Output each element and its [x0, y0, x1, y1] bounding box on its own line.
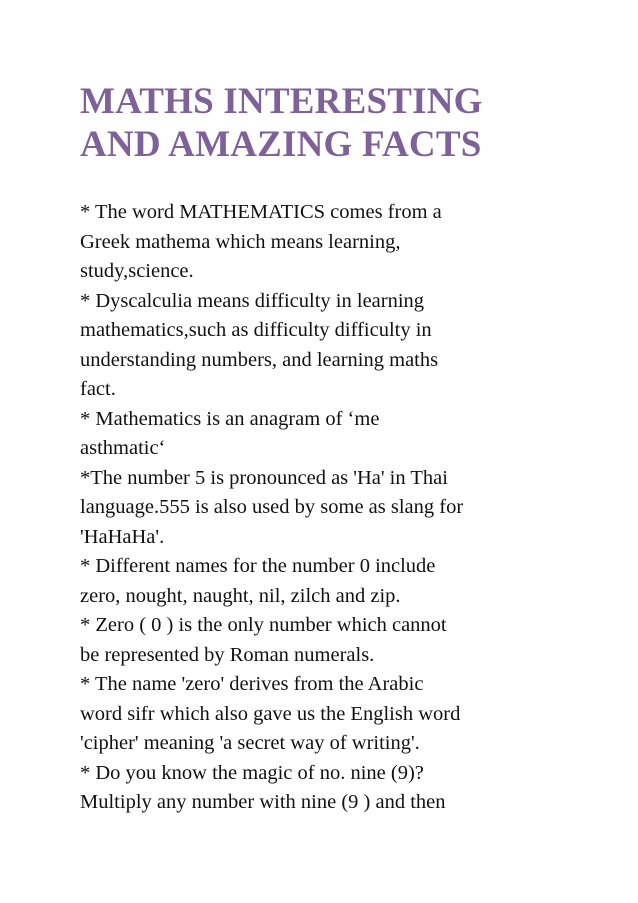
text-line: *The number 5 is pronounced as 'Ha' in Thai — [80, 466, 448, 489]
text-line: word sifr which also gave us the English word — [80, 702, 461, 725]
text-line: asthmatic‘ — [80, 437, 166, 459]
text-line: zero, nought, naught, nil, zilch and zip. — [80, 584, 401, 607]
text-line: language.555 is also used by some as slang for — [80, 496, 464, 518]
title-line-1: MATHS INTERESTING — [80, 81, 483, 122]
text-line: 'HaHaHa'. — [80, 525, 165, 548]
text-line: * The word MATHEMATICS comes from a — [80, 201, 442, 223]
text-line: mathematics,such as difficulty difficulty in — [80, 319, 432, 341]
text-line: be represented by Roman numerals. — [80, 643, 375, 666]
text-line: * The name 'zero' derives from the Arabic — [80, 673, 424, 695]
title-line-2: AND AMAZING FACTS — [80, 124, 482, 165]
text-line: * Mathematics is an anagram of ‘me — [80, 407, 380, 430]
text-line: study,science. — [80, 260, 194, 282]
page-title — [80, 80, 600, 166]
text-line: Multiply any number with nine (9 ) and then — [80, 791, 446, 813]
text-line: * Dyscalculia means difficulty in learning — [80, 289, 425, 312]
text-line: * Different names for the number 0 include — [80, 555, 436, 577]
text-line: Greek mathema which means learning, — [80, 230, 401, 253]
text-line: fact. — [80, 378, 116, 400]
text-line: 'cipher' meaning 'a secret way of writing'. — [80, 732, 420, 754]
text-line: * Do you know the magic of no. nine (9)? — [80, 761, 424, 784]
facts-text — [80, 198, 600, 818]
text-line: * Zero ( 0 ) is the only number which cannot — [80, 614, 447, 636]
text-line: understanding numbers, and learning maths — [80, 348, 439, 371]
